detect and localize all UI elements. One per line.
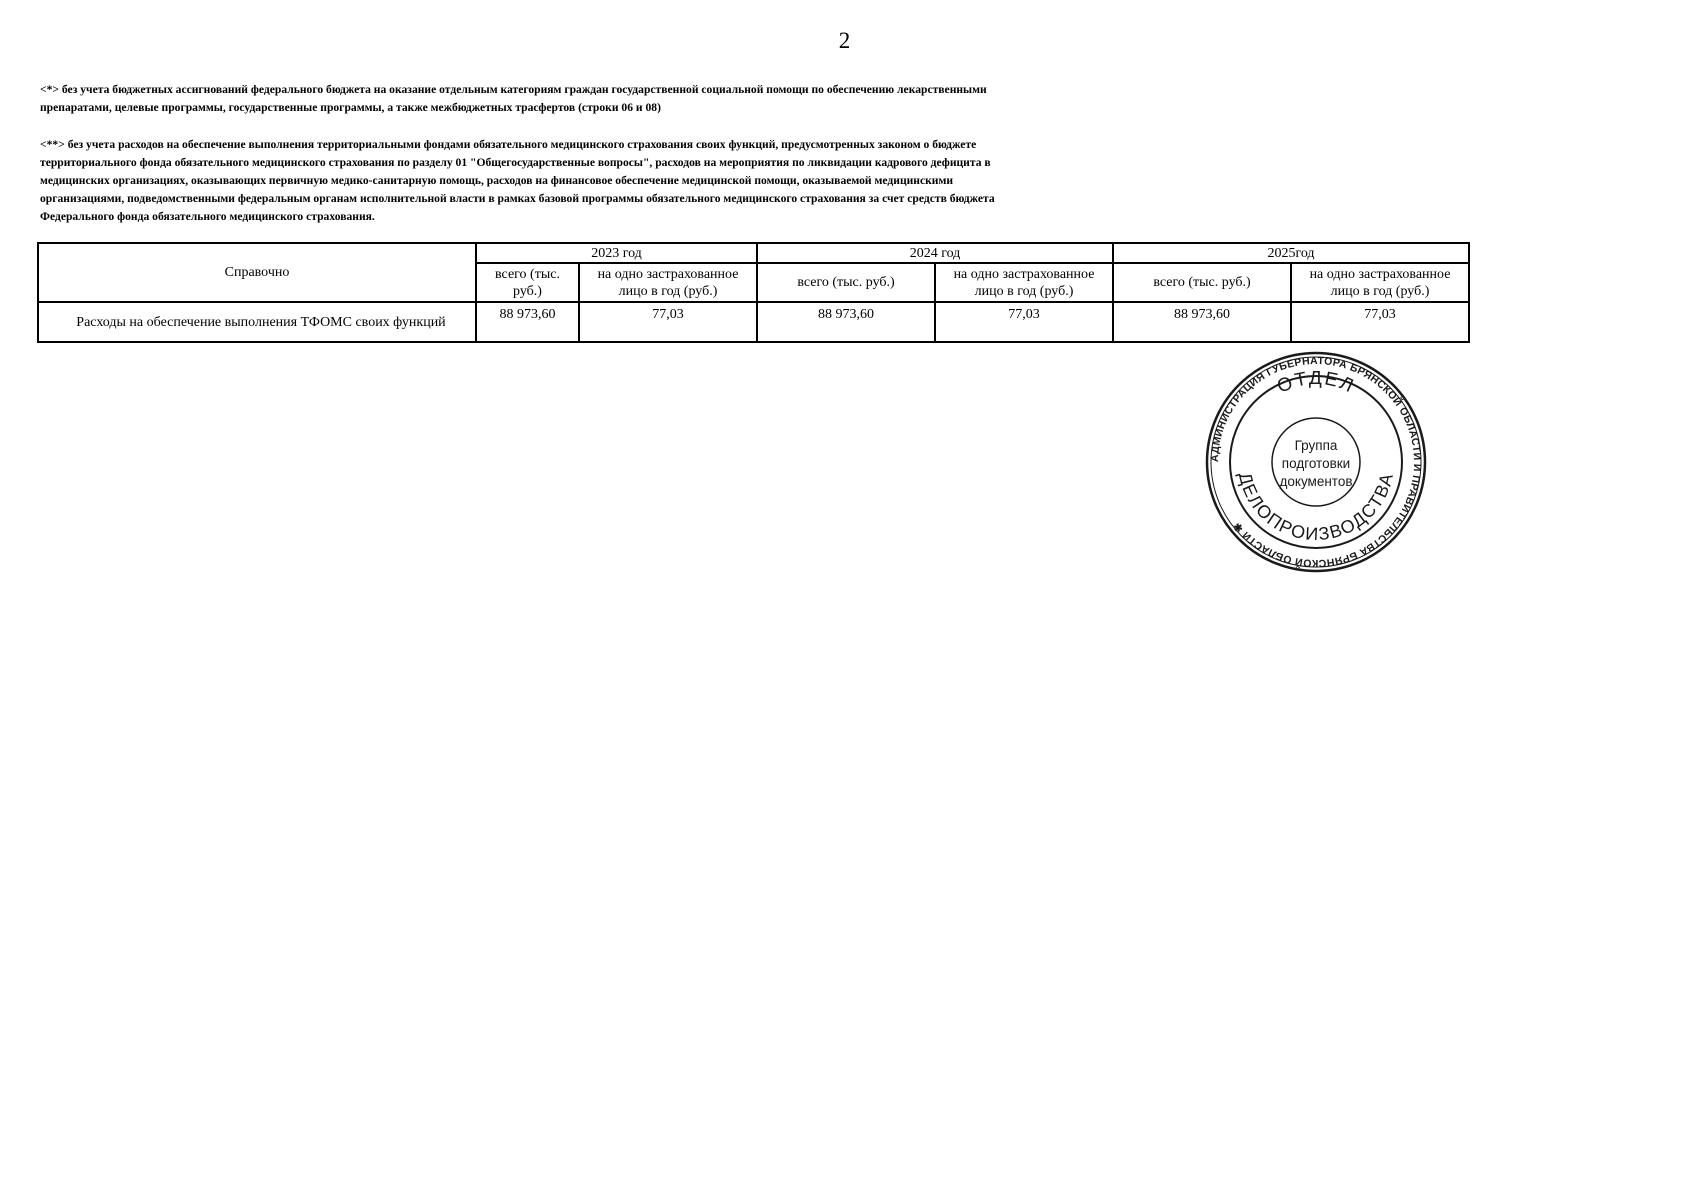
footnote-line: территориального фонда обязательного медицинского страхования по разделу 01 "Общегосударственные вопросы", расходов на мероприятия по ликвидации кадрового дефицита в [40,156,991,169]
footnote-line: <*> без учета бюджетных ассигнований федерального бюджета на оказание отдельным категориям граждан государственной социальной помощи по обеспечению лекарственными [40,83,987,96]
stamp-outer-text: АДМИНИСТРАЦИЯ ГУБЕРНАТОРА БРЯНСКОЙ ОБЛАСТИ И ПРАВИТЕЛЬСТВА БРЯНСКОЙ ОБЛАСТИ ✱ [1208,354,1424,570]
year-header-2024: 2024 год [757,243,1113,263]
footnote-line: организациями, подведомственными федеральным органам исполнительной власти в рамках базовой программы обязательного медицинского страхования за счет средств бюджета [40,192,995,205]
stamp-bottom-word: ДЕЛОПРОИЗВОДСТВА [1234,470,1398,545]
column-header-per-insured: на одно застрахованное лицо в год (руб.) [935,263,1113,302]
column-header-per-insured: на одно застрахованное лицо в год (руб.) [579,263,757,302]
stamp-top-word: ОТДЕЛ [1274,367,1358,398]
svg-text:ОТДЕЛ [1274,368,1358,398]
stamp-center-line: документов [1279,474,1353,489]
footnote-budget-allocations [40,81,1190,117]
stamp-center-line: Группа [1294,438,1338,453]
footnote-line: медицинских организациях, оказывающих первичную медико-санитарную помощь, расходов на финансовое обеспечение медицинской помощи, оказываемой медицинскими [40,174,954,187]
reference-table [37,242,1470,343]
column-header-per-insured: на одно застрахованное лицо в год (руб.) [1291,263,1469,302]
cell-total-2025: 88 973,60 [1113,302,1291,342]
cell-per-insured-2023: 77,03 [579,302,757,342]
cell-total-2023: 88 973,60 [476,302,579,342]
column-header-total: всего (тыс. руб.) [757,263,935,302]
year-header-2025: 2025год [1113,243,1469,263]
row-label: Расходы на обеспечение выполнения ТФОМС своих функций [38,302,476,342]
table-corner-label: Справочно [38,243,476,302]
official-stamp [1204,350,1428,574]
footnote-tfoms-expenses [40,136,1190,226]
year-header-2023: 2023 год [476,243,757,263]
column-header-total: всего (тыс. руб.) [1113,263,1291,302]
stamp-center-line: подготовки [1281,456,1351,471]
footnote-line: Федерального фонда обязательного медицинского страхования. [40,210,375,223]
page-number: 2 [838,28,851,53]
cell-per-insured-2025: 77,03 [1291,302,1469,342]
table-row [38,302,1469,342]
column-header-total: всего (тыс. руб.) [476,263,579,302]
footnote-line: <**> без учета расходов на обеспечение выполнения территориальными фондами обязательного медицинского страхования своих функций, предусмотренных законом о бюджете [40,138,977,151]
cell-total-2024: 88 973,60 [757,302,935,342]
cell-per-insured-2024: 77,03 [935,302,1113,342]
footnote-line: препаратами, целевые программы, государственные программы, а также межбюджетных трасфертов (строки 06 и 08) [40,101,661,114]
